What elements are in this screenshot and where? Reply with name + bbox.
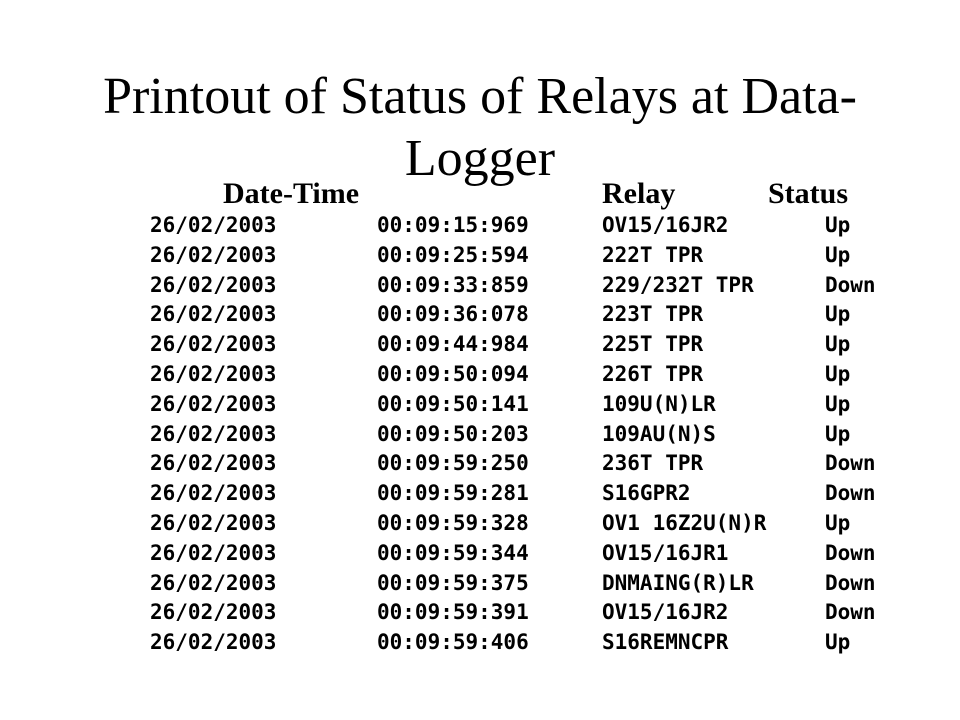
table-row — [150, 628, 890, 658]
slide-title: Printout of Status of Relays at Data-Logger — [103, 68, 857, 187]
row-relay: 226T TPR — [602, 361, 704, 386]
row-relay: S16GPR2 — [602, 481, 691, 506]
row-time: 00:09:15:969 — [377, 213, 529, 237]
row-relay: 109AU(N)S — [602, 421, 716, 446]
row-time: 00:09:36:078 — [377, 302, 529, 327]
row-status: Up — [825, 361, 851, 386]
row-date: 26/02/2003 — [150, 332, 277, 357]
row-date: 26/02/2003 — [150, 451, 277, 476]
row-date: 26/02/2003 — [150, 302, 277, 327]
row-status: Down — [825, 600, 876, 625]
row-status: Up — [825, 302, 851, 327]
row-status: Up — [825, 391, 851, 416]
row-date: 26/02/2003 — [150, 630, 277, 655]
row-date: 26/02/2003 — [150, 510, 277, 535]
row-status: Down — [825, 540, 876, 565]
row-time: 00:09:50:094 — [377, 361, 529, 386]
row-date: 26/02/2003 — [150, 272, 277, 297]
row-status: Up — [825, 421, 851, 446]
row-status: Up — [825, 242, 851, 267]
table-row — [150, 539, 890, 569]
table-row — [150, 330, 890, 360]
row-status: Up — [825, 332, 851, 357]
row-time: 00:09:59:391 — [377, 600, 529, 625]
row-status: Down — [825, 451, 876, 476]
table-row — [150, 300, 890, 330]
row-relay: OV15/16JR2 — [602, 600, 729, 625]
row-date: 26/02/2003 — [150, 213, 277, 237]
row-time: 00:09:50:141 — [377, 391, 529, 416]
row-status: Up — [825, 630, 851, 655]
row-status: Up — [825, 213, 851, 237]
row-date: 26/02/2003 — [150, 570, 277, 595]
table-row — [150, 479, 890, 509]
row-status: Down — [825, 570, 876, 595]
row-time: 00:09:59:250 — [377, 451, 529, 476]
relay-log-table — [150, 211, 890, 658]
column-header-status: Status — [768, 177, 849, 210]
row-date: 26/02/2003 — [150, 600, 277, 625]
row-relay: 236T TPR — [602, 451, 704, 476]
table-row — [150, 241, 890, 271]
row-relay: DNMAING(R)LR — [602, 570, 754, 595]
table-row — [150, 509, 890, 539]
row-date: 26/02/2003 — [150, 540, 277, 565]
column-header-relay: Relay — [602, 177, 676, 210]
row-date: 26/02/2003 — [150, 391, 277, 416]
row-date: 26/02/2003 — [150, 481, 277, 506]
row-relay: OV1 16Z2U(N)R — [602, 510, 767, 535]
row-time: 00:09:59:281 — [377, 481, 529, 506]
row-date: 26/02/2003 — [150, 361, 277, 386]
table-row — [150, 390, 890, 420]
row-relay: 223T TPR — [602, 302, 704, 327]
row-status: Up — [825, 510, 851, 535]
row-relay: 109U(N)LR — [602, 391, 716, 416]
row-time: 00:09:59:375 — [377, 570, 529, 595]
row-time: 00:09:50:203 — [377, 421, 529, 446]
column-header-date-time: Date-Time — [223, 177, 360, 210]
row-relay: 229/232T TPR — [602, 272, 754, 297]
row-status: Down — [825, 272, 876, 297]
row-relay: OV15/16JR1 — [602, 540, 729, 565]
row-time: 00:09:59:344 — [377, 540, 529, 565]
table-row — [150, 598, 890, 628]
row-relay: S16REMNCPR — [602, 630, 729, 655]
row-time: 00:09:59:328 — [377, 510, 529, 535]
row-time: 00:09:25:594 — [377, 242, 529, 267]
table-row — [150, 360, 890, 390]
row-relay: 222T TPR — [602, 242, 704, 267]
row-status: Down — [825, 481, 876, 506]
table-row — [150, 211, 890, 241]
row-date: 26/02/2003 — [150, 421, 277, 446]
table-row — [150, 449, 890, 479]
row-date: 26/02/2003 — [150, 242, 277, 267]
row-relay: 225T TPR — [602, 332, 704, 357]
row-time: 00:09:33:859 — [377, 272, 529, 297]
table-row — [150, 569, 890, 599]
table-row — [150, 271, 890, 301]
table-row — [150, 420, 890, 450]
row-time: 00:09:59:406 — [377, 630, 529, 655]
row-time: 00:09:44:984 — [377, 332, 529, 357]
row-relay: OV15/16JR2 — [602, 213, 729, 237]
